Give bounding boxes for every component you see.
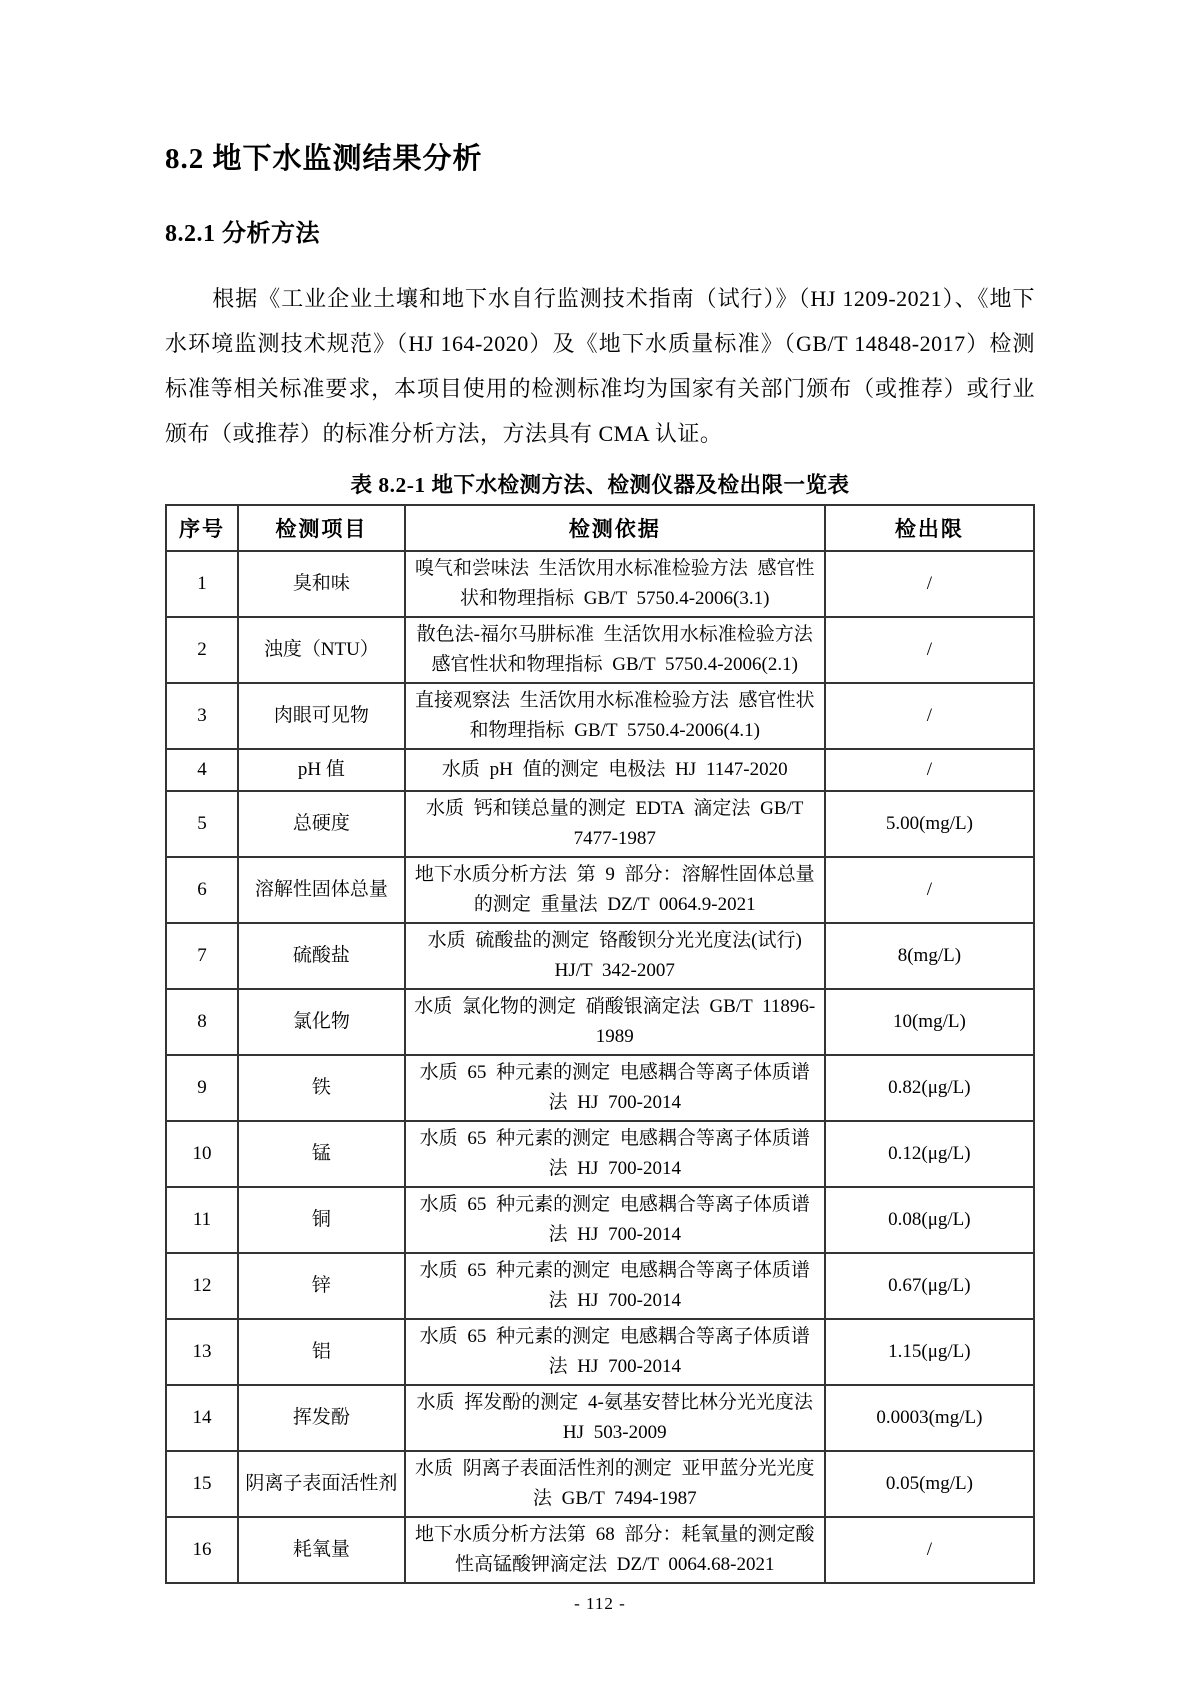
subsection-heading: 8.2.1 分析方法 <box>165 221 320 247</box>
table-row <box>166 1319 1034 1385</box>
basis-cell: 水质 钙和镁总量的测定 EDTA 滴定法 GB/T 7477-1987 <box>405 791 825 857</box>
item-name-cell: 锰 <box>238 1121 405 1187</box>
basis-cell: 直接观察法 生活饮用水标准检验方法 感官性状和物理指标 GB/T 5750.4-2006(4.1) <box>405 683 825 749</box>
row-index-cell: 11 <box>166 1187 238 1253</box>
table-row <box>166 923 1034 989</box>
row-index-cell: 2 <box>166 617 238 683</box>
item-name-cell: 铝 <box>238 1319 405 1385</box>
row-index-cell: 16 <box>166 1517 238 1583</box>
item-name-cell: 阴离子表面活性剂 <box>238 1451 405 1517</box>
basis-cell: 水质 65 种元素的测定 电感耦合等离子体质谱法 HJ 700-2014 <box>405 1055 825 1121</box>
row-index-cell: 9 <box>166 1055 238 1121</box>
row-index-cell: 12 <box>166 1253 238 1319</box>
col-header-basis: 检测依据 <box>405 505 825 551</box>
basis-cell: 水质 65 种元素的测定 电感耦合等离子体质谱法 HJ 700-2014 <box>405 1187 825 1253</box>
table-row <box>166 857 1034 923</box>
limit-cell: 1.15(μg/L) <box>825 1319 1034 1385</box>
basis-cell: 散色法-福尔马肼标准 生活饮用水标准检验方法 感官性状和物理指标 GB/T 5750.4-2006(2.1) <box>405 617 825 683</box>
row-index-cell: 14 <box>166 1385 238 1451</box>
limit-cell: / <box>825 1517 1034 1583</box>
basis-cell: 地下水质分析方法第 68 部分：耗氧量的测定酸性高锰酸钾滴定法 DZ/T 0064.68-2021 <box>405 1517 825 1583</box>
table-row <box>166 791 1034 857</box>
basis-cell: 嗅气和尝味法 生活饮用水标准检验方法 感官性状和物理指标 GB/T 5750.4-2006(3.1) <box>405 551 825 617</box>
basis-cell: 水质 硫酸盐的测定 铬酸钡分光光度法(试行) HJ/T 342-2007 <box>405 923 825 989</box>
limit-cell: 0.82(μg/L) <box>825 1055 1034 1121</box>
row-index-cell: 1 <box>166 551 238 617</box>
table-row <box>166 1121 1034 1187</box>
item-name-cell: 浊度（NTU） <box>238 617 405 683</box>
row-index-cell: 5 <box>166 791 238 857</box>
basis-cell: 水质 pH 值的测定 电极法 HJ 1147-2020 <box>405 749 825 791</box>
limit-cell: / <box>825 683 1034 749</box>
table-row <box>166 683 1034 749</box>
basis-cell: 水质 65 种元素的测定 电感耦合等离子体质谱法 HJ 700-2014 <box>405 1319 825 1385</box>
limit-cell: / <box>825 551 1034 617</box>
row-index-cell: 6 <box>166 857 238 923</box>
item-name-cell: 臭和味 <box>238 551 405 617</box>
basis-cell: 水质 氯化物的测定 硝酸银滴定法 GB/T 11896-1989 <box>405 989 825 1055</box>
table-row <box>166 1187 1034 1253</box>
row-index-cell: 7 <box>166 923 238 989</box>
basis-cell: 水质 65 种元素的测定 电感耦合等离子体质谱法 HJ 700-2014 <box>405 1121 825 1187</box>
table-row <box>166 617 1034 683</box>
limit-cell: 8(mg/L) <box>825 923 1034 989</box>
body-paragraph: 根据《工业企业土壤和地下水自行监测技术指南（试行）》（HJ 1209-2021）、《地下水环境监测技术规范》（HJ 164-2020）及《地下水质量标准》（GB/T 14848-2017）检测标准等相关标准要求，本项目使用的检测标准均为国家有关部门颁布（或推荐）或行业颁布（或推荐）的标准分析方法，方法具有 CMA 认证。 <box>165 286 1035 446</box>
detection-methods-table <box>165 504 1035 1584</box>
row-index-cell: 3 <box>166 683 238 749</box>
row-index-cell: 15 <box>166 1451 238 1517</box>
limit-cell: 5.00(mg/L) <box>825 791 1034 857</box>
item-name-cell: 铜 <box>238 1187 405 1253</box>
limit-cell: / <box>825 749 1034 791</box>
item-name-cell: 耗氧量 <box>238 1517 405 1583</box>
basis-cell: 水质 阴离子表面活性剂的测定 亚甲蓝分光光度法 GB/T 7494-1987 <box>405 1451 825 1517</box>
limit-cell: 0.08(μg/L) <box>825 1187 1034 1253</box>
row-index-cell: 4 <box>166 749 238 791</box>
item-name-cell: pH 值 <box>238 749 405 791</box>
table-row <box>166 749 1034 791</box>
limit-cell: 0.12(μg/L) <box>825 1121 1034 1187</box>
table-header-row <box>166 505 1034 551</box>
table-row <box>166 1517 1034 1583</box>
item-name-cell: 硫酸盐 <box>238 923 405 989</box>
row-index-cell: 13 <box>166 1319 238 1385</box>
col-header-limit: 检出限 <box>825 505 1034 551</box>
item-name-cell: 肉眼可见物 <box>238 683 405 749</box>
limit-cell: 10(mg/L) <box>825 989 1034 1055</box>
item-name-cell: 总硬度 <box>238 791 405 857</box>
table-row <box>166 551 1034 617</box>
table-row <box>166 1385 1034 1451</box>
item-name-cell: 氯化物 <box>238 989 405 1055</box>
col-header-item: 检测项目 <box>238 505 405 551</box>
row-index-cell: 10 <box>166 1121 238 1187</box>
page-number: - 112 - <box>574 1594 626 1613</box>
limit-cell: 0.0003(mg/L) <box>825 1385 1034 1451</box>
limit-cell: 0.05(mg/L) <box>825 1451 1034 1517</box>
table-title: 表 8.2-1 地下水检测方法、检测仪器及检出限一览表 <box>350 473 850 497</box>
limit-cell: / <box>825 857 1034 923</box>
col-header-index: 序号 <box>166 505 238 551</box>
basis-cell: 水质 65 种元素的测定 电感耦合等离子体质谱法 HJ 700-2014 <box>405 1253 825 1319</box>
basis-cell: 地下水质分析方法 第 9 部分：溶解性固体总量的测定 重量法 DZ/T 0064.9-2021 <box>405 857 825 923</box>
item-name-cell: 锌 <box>238 1253 405 1319</box>
basis-cell: 水质 挥发酚的测定 4-氨基安替比林分光光度法 HJ 503-2009 <box>405 1385 825 1451</box>
item-name-cell: 挥发酚 <box>238 1385 405 1451</box>
limit-cell: / <box>825 617 1034 683</box>
limit-cell: 0.67(μg/L) <box>825 1253 1034 1319</box>
table-row <box>166 1451 1034 1517</box>
row-index-cell: 8 <box>166 989 238 1055</box>
item-name-cell: 溶解性固体总量 <box>238 857 405 923</box>
table-row <box>166 1055 1034 1121</box>
section-heading: 8.2 地下水监测结果分析 <box>165 143 483 175</box>
table-row <box>166 1253 1034 1319</box>
item-name-cell: 铁 <box>238 1055 405 1121</box>
table-row <box>166 989 1034 1055</box>
